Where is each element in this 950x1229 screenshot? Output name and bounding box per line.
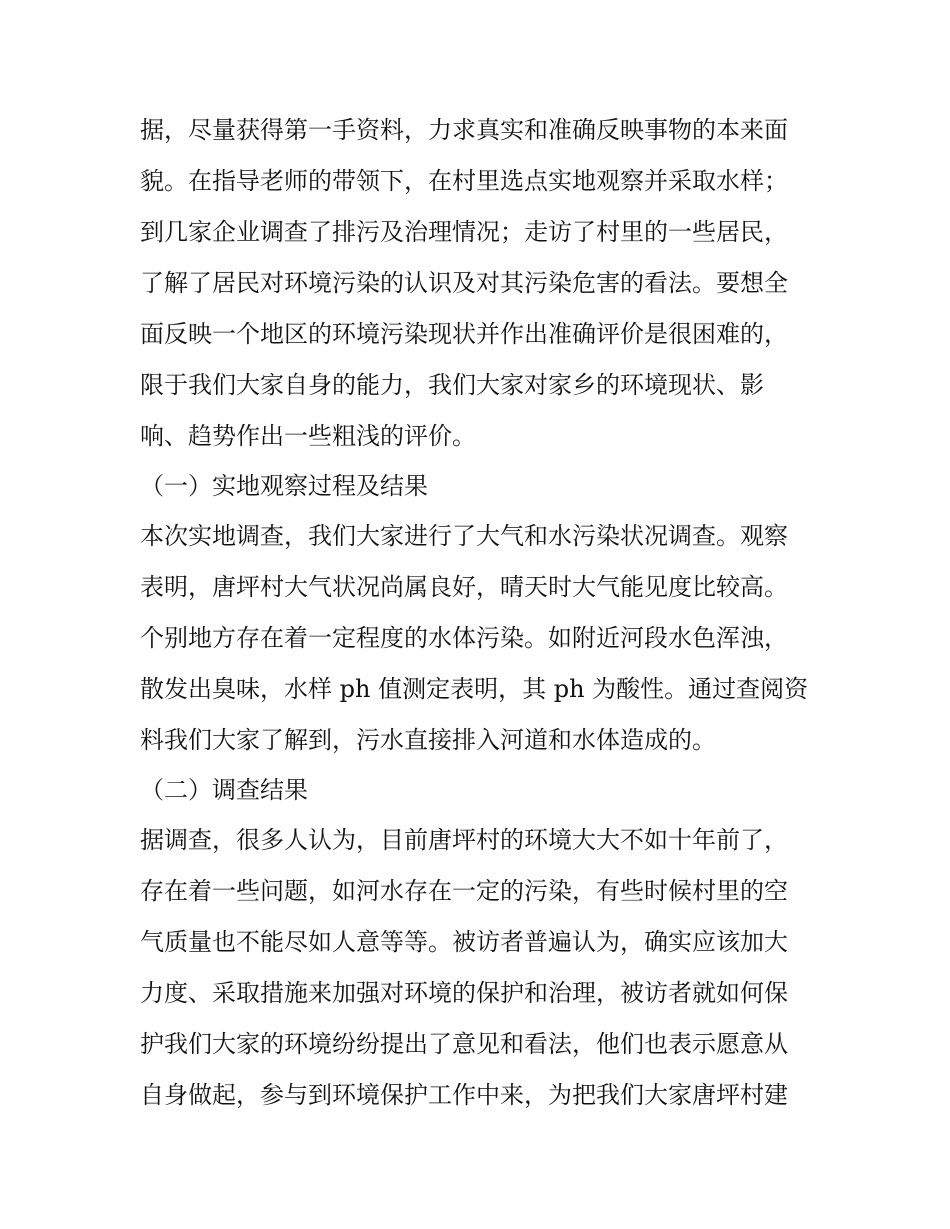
text-line: 面反映一个地区的环境污染现状并作出准确评价是很困难的， — [140, 320, 788, 348]
text-line: 据，尽量获得第一手资料，力求真实和准确反映事物的本来面 — [140, 116, 788, 144]
text-line: 护我们大家的环境纷纷提出了意见和看法，他们也表示愿意从 — [140, 1030, 788, 1058]
text-line: 力度、采取措施来加强对环境的保护和治理，被访者就如何保 — [140, 979, 788, 1007]
paragraph-1 — [140, 105, 820, 462]
text-line: 个别地方存在着一定程度的水体污染。如附近河段水色浑浊， — [140, 624, 788, 652]
text-line: 貌。在指导老师的带领下，在村里选点实地观察并采取水样； — [140, 167, 788, 195]
text-line: 存在着一些问题，如河水存在一定的污染，有些时候村里的空 — [140, 877, 788, 905]
text-line: 气质量也不能尽如人意等等。被访者普遍认为，确实应该加大 — [140, 928, 788, 956]
text-line: 响、趋势作出一些粗浅的评价。 — [140, 422, 476, 450]
document-body — [140, 105, 820, 1121]
text-line: 表明，唐坪村大气状况尚属良好，晴天时大气能见度比较高。 — [140, 573, 788, 601]
text-line: 自身做起，参与到环境保护工作中来，为把我们大家唐坪村建 — [140, 1081, 788, 1109]
section-heading-2: （二）调查结果 — [140, 776, 308, 804]
section-heading-1: （一）实地观察过程及结果 — [140, 472, 428, 500]
text-line: 了解了居民对环境污染的认识及对其污染危害的看法。要想全 — [140, 269, 788, 297]
text-line: 限于我们大家自身的能力，我们大家对家乡的环境现状、影 — [140, 371, 764, 399]
text-line: 料我们大家了解到，污水直接排入河道和水体造成的。 — [140, 726, 716, 754]
text-line: 据调查，很多人认为，目前唐坪村的环境大大不如十年前了， — [140, 826, 788, 854]
text-line: 散发出臭味，水样 ph 值测定表明，其 ph 为酸性。通过查阅资 — [140, 675, 809, 703]
text-line: 到几家企业调查了排污及治理情况；走访了村里的一些居民， — [140, 218, 788, 246]
text-line: 本次实地调查，我们大家进行了大气和水污染状况调查。观察 — [140, 522, 788, 550]
paragraph-2 — [140, 511, 820, 766]
paragraph-3 — [140, 815, 820, 1121]
